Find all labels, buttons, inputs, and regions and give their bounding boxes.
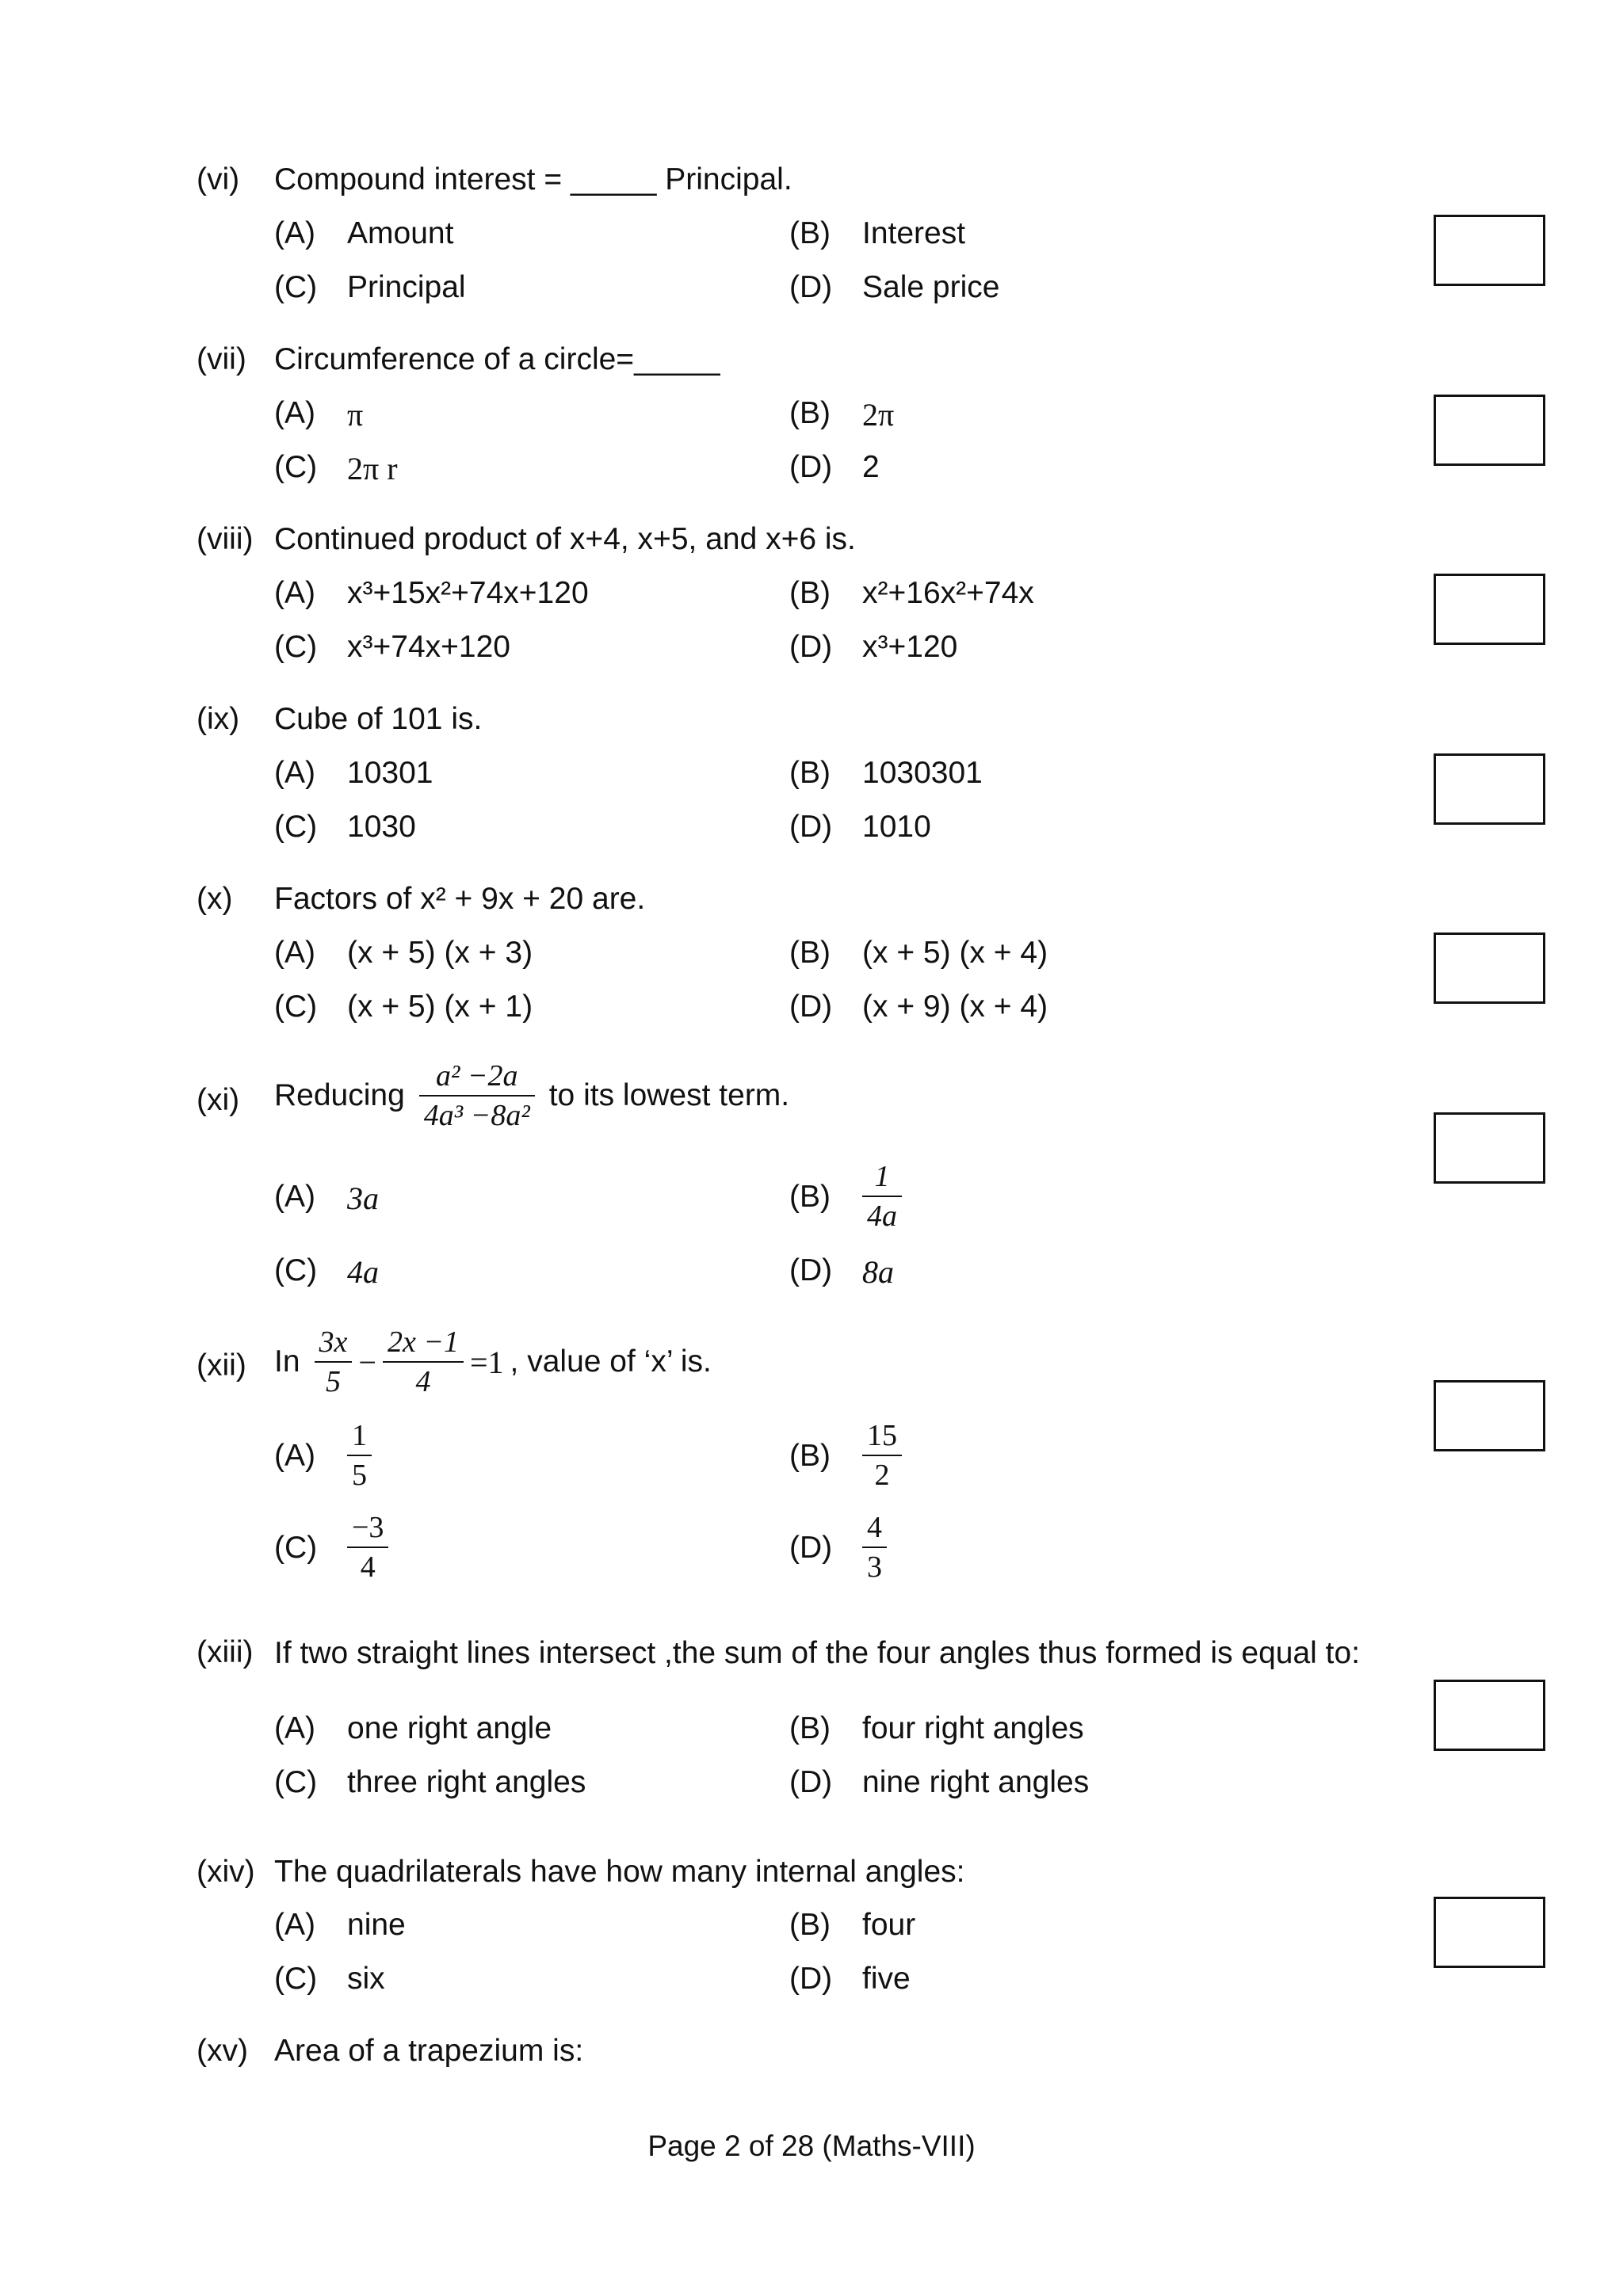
fraction: $\frac{2x -1}{4}$: [383, 1325, 464, 1399]
fraction: $\frac{1}{4a}$: [862, 1159, 902, 1234]
question-stem: The quadrilaterals have how many internal angles:: [274, 1855, 965, 1889]
answer-box[interactable]: [1434, 215, 1545, 286]
fraction: $\frac{4}{3}$: [862, 1510, 887, 1585]
answer-box[interactable]: [1434, 933, 1545, 1004]
question-stem: If two straight lines intersect ,the sum of the four angles thus formed is equal to:: [274, 1636, 1361, 1670]
question-stem: Cube of 101 is.: [274, 702, 483, 736]
fraction: $\frac{-3}{4}$: [347, 1510, 388, 1585]
question-number: (xv): [197, 2034, 248, 2068]
answer-box[interactable]: [1434, 753, 1545, 825]
question-number: (vi): [197, 162, 240, 196]
question-number: (xii): [197, 1348, 246, 1383]
question-number: (vii): [197, 342, 246, 376]
answer-box[interactable]: [1434, 574, 1545, 645]
fraction: $\frac{15}{2}$: [862, 1418, 902, 1493]
answer-box[interactable]: [1434, 1380, 1545, 1451]
answer-box[interactable]: [1434, 1897, 1545, 1968]
question-number: (xiv): [197, 1855, 255, 1889]
fraction: $\frac{3x}{5}$: [315, 1325, 353, 1399]
question-number: (x): [197, 882, 233, 916]
answer-box[interactable]: [1434, 1112, 1545, 1184]
question-stem: Area of a trapezium is:: [274, 2034, 584, 2068]
question-stem: Continued product of x+4, x+5, and x+6 is.: [274, 522, 856, 556]
answer-box[interactable]: [1434, 395, 1545, 466]
question-stem: Circumference of a circle=_____: [274, 342, 720, 376]
question-stem: In $\frac{3x}{5}$ − $\frac{2x -1}{4}$ =1 , value of ‘x’ is.: [274, 1325, 712, 1398]
answer-box[interactable]: [1434, 1680, 1545, 1751]
question-number: (viii): [197, 522, 254, 556]
exam-page: (vi) Compound interest = _____ Principal. (A) Amount (B) Interest (C) Principal (D) Sale price (vii) Circumference of a circle=_____ (A) π (B) 2π (C) 2π r (D) 2 (viii) Continued product of x+4, x+5, and x+6 is. (A) x³+15x²+74x+120 (B) x²+16x²+74x (C) x³+74x+120 (D) x³+120 (ix) Cube of 101 is. (A) 10301 (B) 1030301 (C) 1030 (D) 1010 (x) Factors of x² + 9x + 20 are. (A) (x + 5) (x + 3) (B) (x + 5) (x + 4) (C) (x + 5) (x + 1) (D) (x + 9) (x + 4) (xi) Reducing $\frac{\text{a² −2a}}{\text{4a³ −8a²}}$ to its lowest term. (A) 3a (B) $\frac{1}{4a}$ (C) 4a (D) 8a (xii) In $\frac{3x}{5}$ − $\frac{2x -1}{4}$ =1 , value of ‘x’ is. (A) $\frac{1}{5}$ (B) $\frac{15}{2}$ (C) $\frac{-3}{4}$ (D) $\frac{4}{3}$ (xiii) If two straight lines intersect ,the sum of the four angles thus formed is equal to: (A) one right angle (B) four right angles (C) three right angles (D) nine right angles (xiv) The quadrilaterals have how many internal angles: (A) nine (B) four (C) six (D) five (xv) Area of a trapezium is: Page 2 of 28 (Maths-VIII): [0, 0, 1623, 2296]
question-stem: Reducing $\frac{\text{a² −2a}}{\text{4a³ −8a²}}$ to its lowest term.: [274, 1059, 790, 1132]
fraction: $\frac{1}{5}$: [347, 1418, 372, 1493]
question-stem: Factors of x² + 9x + 20 are.: [274, 882, 646, 916]
question-number: (xiii): [197, 1635, 254, 1669]
question-number: (xi): [197, 1083, 240, 1117]
question-stem: Compound interest = _____ Principal.: [274, 162, 792, 196]
page-footer: Page 2 of 28 (Maths-VIII): [647, 2130, 976, 2162]
question-number: (ix): [197, 702, 240, 736]
fraction: $\frac{\text{a² −2a}}{\text{4a³ −8a²}}$: [419, 1058, 535, 1133]
